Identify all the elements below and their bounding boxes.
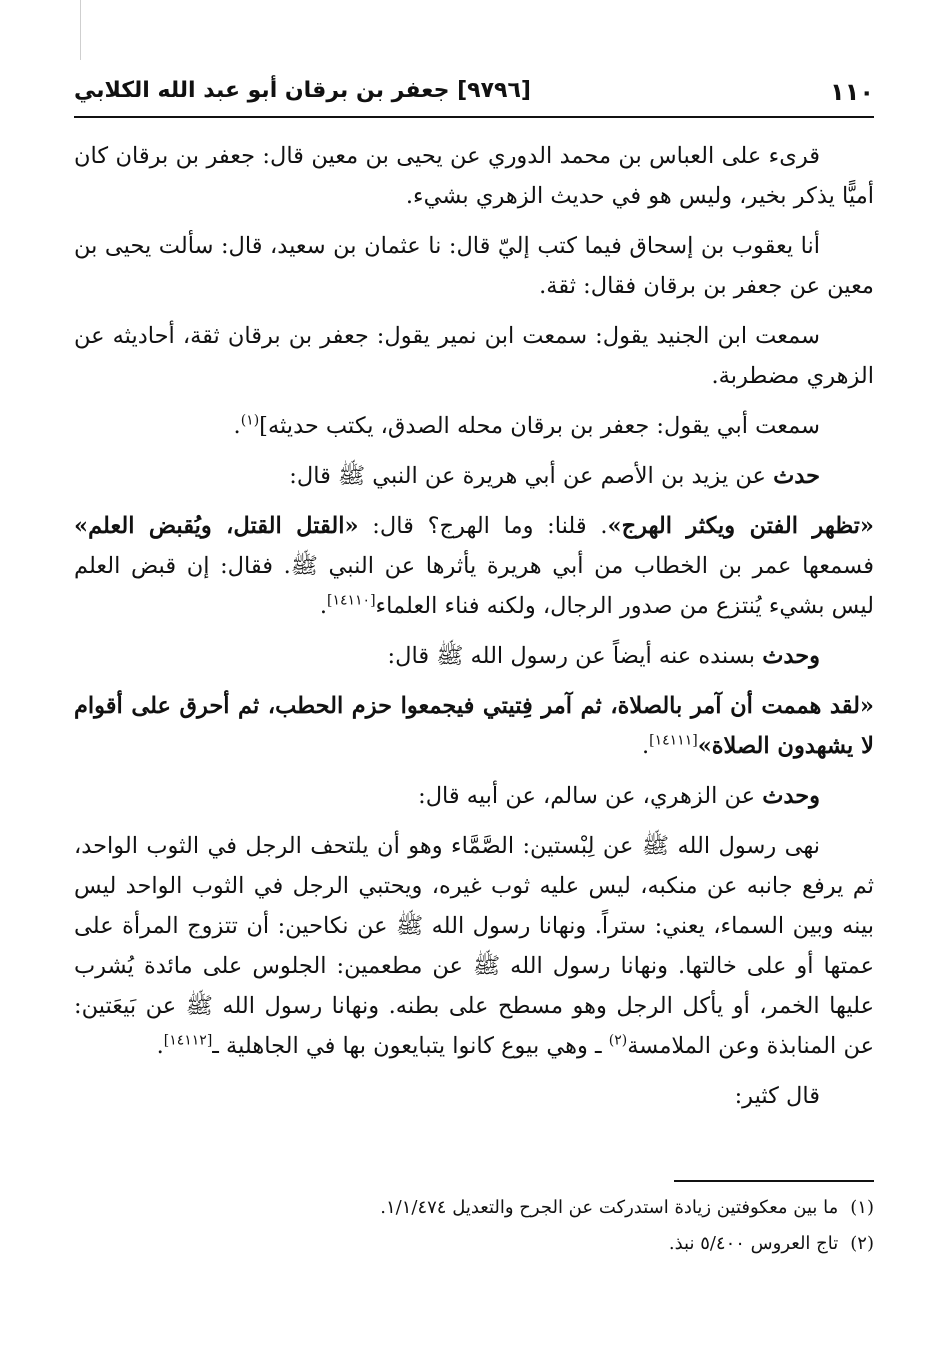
footnote-ref-2: (٢) bbox=[608, 1032, 628, 1049]
paragraph-5-text: عن يزيد بن الأصم عن أبي هريرة عن النبي ﷺ قال: bbox=[289, 463, 774, 489]
running-head: [٩٧٩٦] جعفر بن برقان أبو عبد الله الكلابي bbox=[74, 78, 531, 103]
paragraph-9 bbox=[74, 776, 874, 816]
main-text bbox=[74, 136, 874, 1126]
page-number: ١١٠ bbox=[830, 78, 874, 106]
paragraph-7 bbox=[74, 636, 874, 676]
paragraph-6-mid-2: فسمعها عمر بن الخطاب من أبي هريرة يأثرها عن النبي ﷺ. فقال: إن قبض العلم ليس بشيء يُنتزع من صدور الرجال، ولكنه فناء العلماء bbox=[74, 553, 874, 619]
hadith-number-14111: [١٤١١١] bbox=[649, 732, 698, 749]
paragraph-9-text: عن الزهري، عن سالم، عن أبيه قال: bbox=[418, 783, 763, 809]
scan-edge-line bbox=[80, 0, 81, 60]
footnote-1 bbox=[74, 1190, 874, 1226]
paragraph-8-end: . bbox=[641, 733, 650, 759]
paragraph-1: قرىء على العباس بن محمد الدوري عن يحيى بن معين قال: جعفر بن برقان كان أميًّا يذكر بخير، وليس هو في حديث الزهري بشيء. bbox=[74, 143, 874, 209]
paragraph-7-text: بسنده عنه أيضاً عن رسول الله ﷺ قال: bbox=[387, 643, 763, 669]
paragraph-4 bbox=[74, 406, 874, 446]
footnote-2 bbox=[74, 1226, 874, 1262]
paragraph-4-end: . bbox=[233, 413, 241, 439]
paragraph-2: أنا يعقوب بن إسحاق فيما كتب إليّ قال: نا عثمان بن سعيد، قال: سألت يحيى بن معين عن جعفر بن برقان فقال: ثقة. bbox=[74, 233, 874, 299]
paragraph-8 bbox=[74, 686, 874, 766]
paragraph-5 bbox=[74, 456, 874, 496]
footnotes bbox=[74, 1190, 874, 1262]
hadith-quote-3: «لقد هممت أن آمر بالصلاة، ثم آمر فِتيتي فيجمعوا حزم الحطب، ثم أحرق على أقوام لا يشهدون الصلاة» bbox=[74, 693, 874, 759]
paragraph-3: سمعت ابن الجنيد يقول: سمعت ابن نمير يقول: جعفر بن برقان ثقة، أحاديثه عن الزهري مضطربة. bbox=[74, 323, 874, 389]
paragraph-11: قال كثير: bbox=[734, 1083, 820, 1109]
hadith-lead-word: وحدث bbox=[762, 643, 820, 669]
hadith-number-14112: [١٤١١٢] bbox=[163, 1032, 213, 1049]
hadith-lead-word: وحدث bbox=[762, 783, 820, 809]
hadith-number-14110: [١٤١١٠] bbox=[327, 592, 376, 609]
paragraph-6-end: . bbox=[319, 593, 327, 619]
hadith-quote-1: «تظهر الفتن ويكثر الهرج» bbox=[607, 513, 874, 539]
paragraph-6 bbox=[74, 506, 874, 626]
page-header bbox=[74, 74, 874, 118]
hadith-quote-2: «القتل القتل، ويُقبض العلم» bbox=[74, 513, 359, 539]
footnote-text: تاج العروس ٥/٤٠٠ نبذ. bbox=[668, 1233, 839, 1254]
footnote-ref-1: (١) bbox=[240, 412, 260, 429]
paragraph-10-end: . bbox=[156, 1033, 164, 1059]
paragraph-4-text: سمعت أبي يقول: جعفر بن برقان محله الصدق، يكتب حديثه] bbox=[259, 413, 820, 439]
paragraph-10 bbox=[74, 826, 874, 1066]
paragraph-10-text-2: ـ وهي بيوع كانوا يتبايعون بها في الجاهلية ـ bbox=[212, 1033, 609, 1059]
paragraph-6-mid-1: . قلنا: وما الهرج؟ قال: bbox=[358, 513, 608, 539]
footnote-divider bbox=[674, 1180, 874, 1182]
footnote-text: ما بين معكوفتين زيادة استدركت عن الجرح والتعديل ١/١/٤٧٤. bbox=[380, 1197, 839, 1218]
footnote-number: (١) bbox=[850, 1197, 874, 1218]
paragraph-10-text: نهى رسول الله ﷺ عن لِبْستين: الصَّمَّاء وهو أن يلتحف الرجل في الثوب الواحد، ثم يرفع جانبه عن منكبه، ليس عليه ثوب غيره، ويحتبي الرجل في الثوب الواحد ليس بينه وبين السماء، يعني: ستراً. ونهانا رسول الله ﷺ عن نكاحين: أن تتزوج المرأة على عمتها أو على خالتها. ونهانا رسول الله ﷺ عن مطعمين: الجلوس على مائدة يُشرب عليها الخمر، أو يأكل الرجل وهو مسطح على بطنه. ونهانا رسول الله ﷺ عن بَيعَتين: عن المنابذة وعن الملامسة bbox=[74, 833, 874, 1059]
hadith-lead-word: حدث bbox=[773, 463, 820, 489]
footnote-number: (٢) bbox=[850, 1233, 874, 1254]
